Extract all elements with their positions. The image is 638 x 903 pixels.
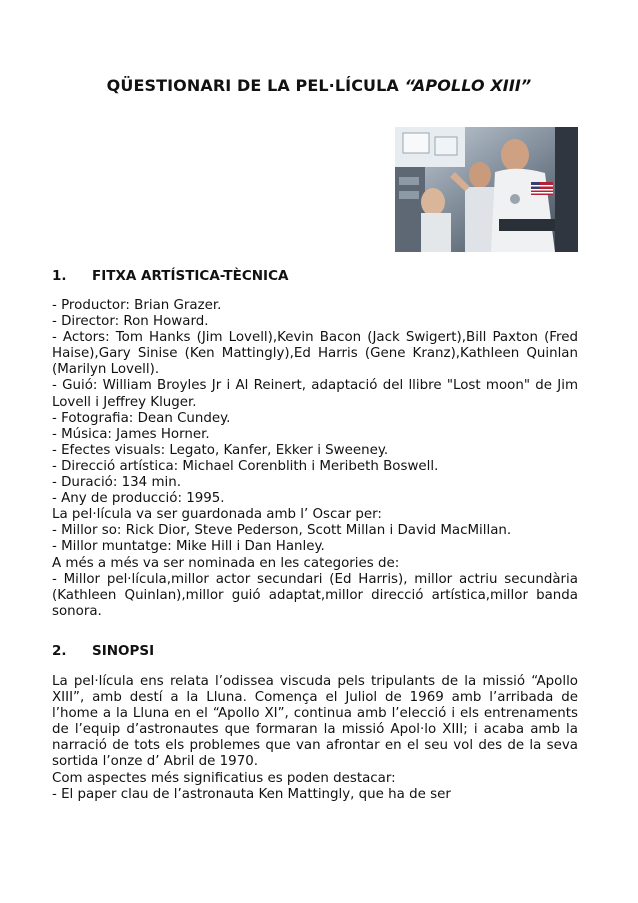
line-nominacions-intro: A més a més va ser nominada en les categories de: — [52, 555, 400, 571]
line-musica: - Música: James Horner. — [52, 426, 210, 442]
section-2-title: SINOPSI — [92, 643, 155, 659]
line-actors: - Actors: Tom Hanks (Jim Lovell),Kevin Bacon (Jack Swigert),Bill Paxton (Fred Haise),Gary Sinise (Ken Mattingly),Ed Harris (Gene Kranz),Kathleen Quinlan (Marilyn Lovell). — [52, 330, 578, 378]
section-1-body — [52, 298, 578, 620]
section-1-heading — [52, 268, 288, 284]
line-guio: - Guió: William Broyles Jr i Al Reinert, adaptació del llibre "Lost moon" de Jim Lovell i Jeffrey Kluger. — [52, 378, 578, 410]
document-title — [52, 76, 586, 95]
line-productor: - Productor: Brian Grazer. — [52, 298, 222, 313]
movie-still-photo — [395, 127, 578, 252]
line-millor-so: - Millor so: Rick Dior, Steve Pederson, Scott Millan i David MacMillan. — [52, 523, 512, 539]
sinopsi-aspectes: Com aspectes més significatius es poden destacar: — [52, 770, 396, 786]
sinopsi-mattingly: - El paper clau de l’astronauta Ken Mattingly, que ha de ser — [52, 786, 451, 802]
line-direccio-artistica: - Direcció artística: Michael Corenblith i Meribeth Boswell. — [52, 458, 439, 474]
title-film: “APOLLO XIII” — [404, 76, 532, 95]
line-nominacions: - Millor pel·lícula,millor actor secundari (Ed Harris), millor actriu secundària (Kathleen Quinlan),millor guió adaptat,millor direcció artística,millor banda sonora. — [52, 571, 578, 619]
section-2-number: 2. — [52, 643, 67, 659]
section-2-body — [52, 674, 578, 803]
sinopsi-paragraph: La pel·lícula ens relata l’odissea viscuda pels tripulants de la missió “Apollo XIII”, amb destí a la Lluna. Comença el Juliol de 1969 amb l’arribada de l’home a la Lluna en el “Apollo XI”, continua amb l’elecció i els entrenaments de l’equip d’astronautes que formaran la missió Apol·lo XIII; i acaba amb la narració de tots els problemes que van afrontar en el seu vol des de la seva sortida l’onze d’ Abril de 1970. — [52, 674, 578, 770]
line-fotografia: - Fotografia: Dean Cundey. — [52, 410, 231, 426]
section-1-title: FITXA ARTÍSTICA-TÈCNICA — [92, 268, 289, 284]
movie-still-image — [395, 127, 578, 252]
section-2-heading — [52, 643, 154, 659]
line-efectes: - Efectes visuals: Legato, Kanfer, Ekker i Sweeney. — [52, 442, 389, 458]
title-main: QÜESTIONARI DE LA PEL·LÍCULA — [106, 76, 405, 95]
line-director: - Director: Ron Howard. — [52, 314, 209, 330]
line-millor-muntatge: - Millor muntatge: Mike Hill i Dan Hanley. — [52, 539, 325, 555]
line-any: - Any de producció: 1995. — [52, 491, 225, 507]
line-duracio: - Duració: 134 min. — [52, 475, 181, 491]
line-oscar-intro: La pel·lícula va ser guardonada amb l’ Oscar per: — [52, 507, 382, 523]
section-1-number: 1. — [52, 268, 67, 284]
